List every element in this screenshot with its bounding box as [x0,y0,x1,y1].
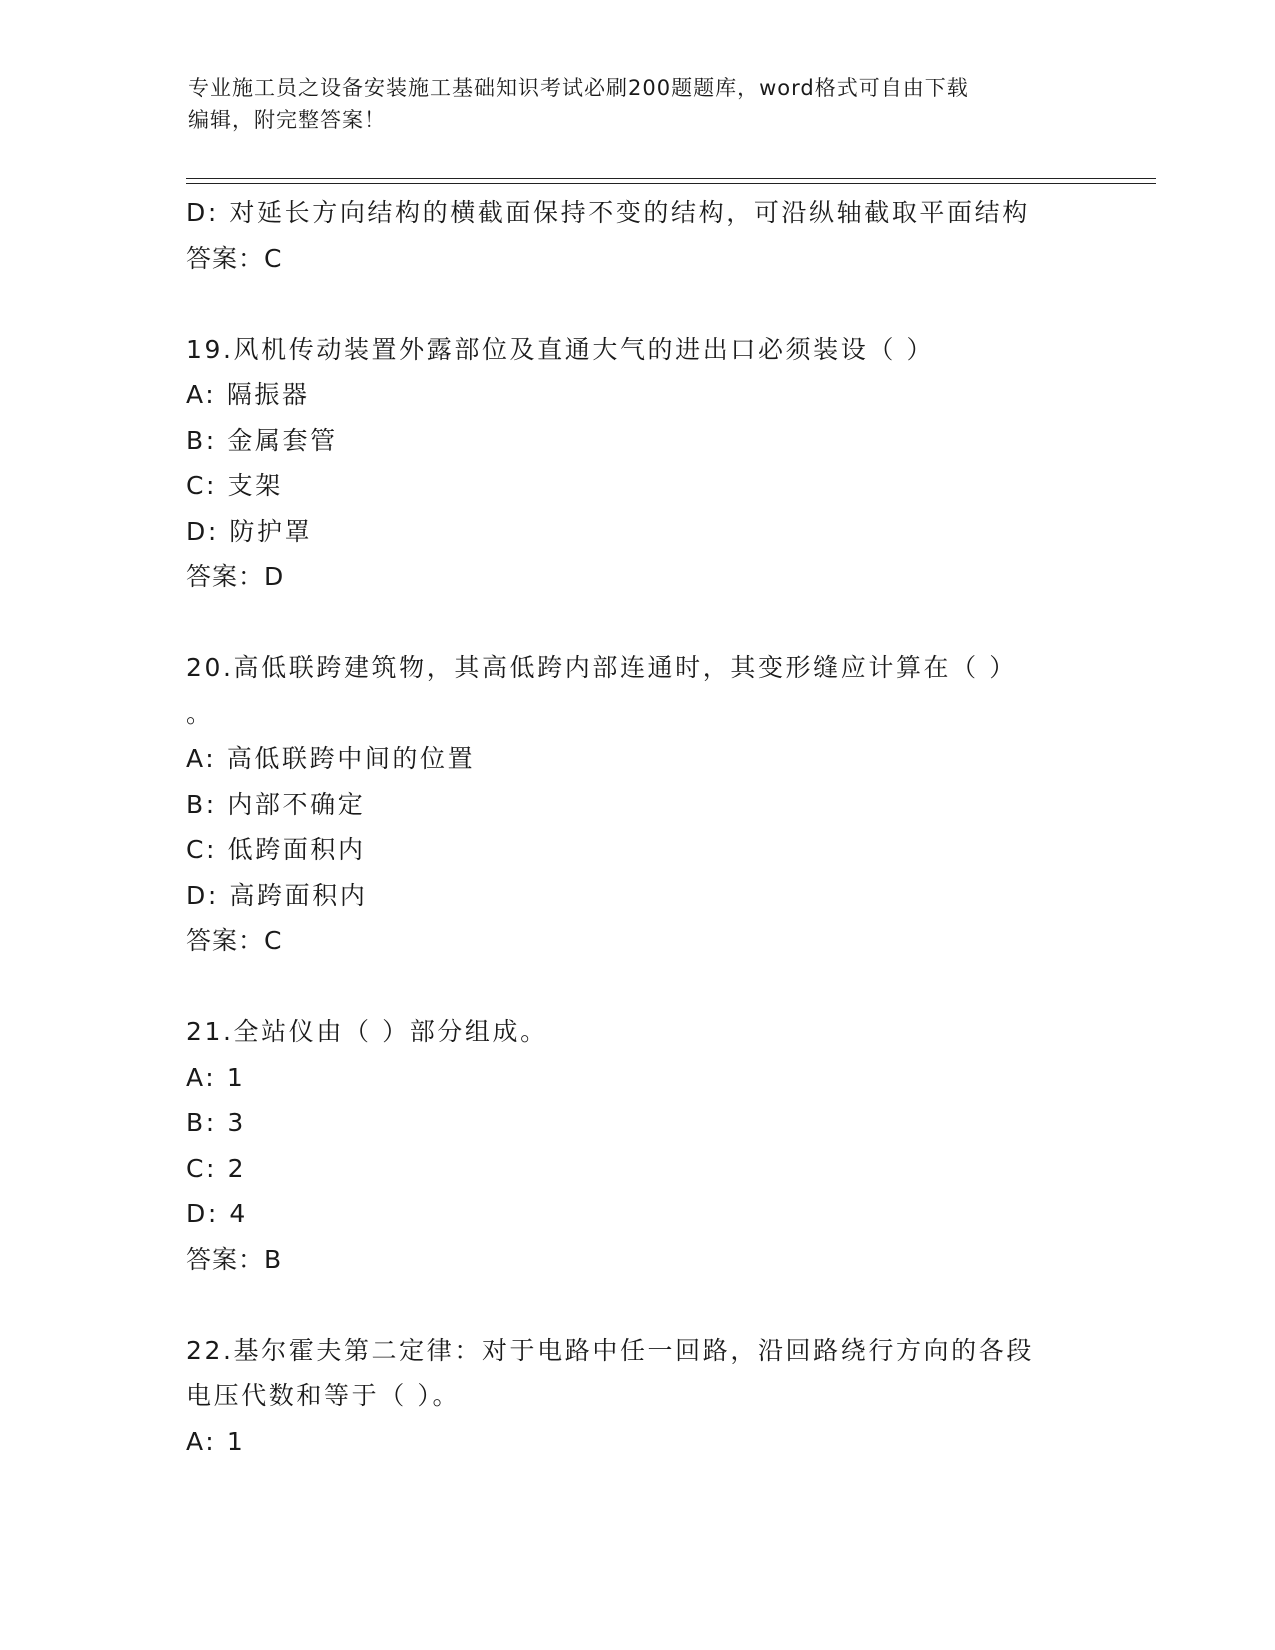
document-header [188,72,1088,136]
q19-option-a: A: 隔振器 [186,380,310,409]
spacer [186,964,1146,1010]
q21-stem: 21.全站仪由（ ）部分组成。 [186,1017,548,1046]
header-title-line-2: 编辑，附完整答案！ [188,108,386,132]
spacer [186,600,1146,646]
spacer [186,281,1146,327]
q19-answer: 答案：D [186,562,285,591]
q20-option-d: D: 高跨面积内 [186,880,368,910]
q21-option-a: A: 1 [186,1062,246,1092]
q22-option-a: A: 1 [186,1426,246,1456]
q18-option-d: D: 对延长方向结构的横截面保持不变的结构，可沿纵轴截取平面结构 [186,198,1030,227]
q19-option-c: C: 支架 [186,471,283,500]
q21-option-d: D: 4 [186,1199,248,1228]
q18-answer: 答案：C [186,243,283,273]
q21-option-b: B: 3 [186,1108,246,1137]
header-title-line-1: 专业施工员之设备安装施工基础知识考试必刷200题题库，word格式可自由下载 [188,76,969,100]
q20-option-b: B: 内部不确定 [186,789,366,819]
q19-option-b: B: 金属套管 [186,425,338,455]
q20-option-c: C: 低跨面积内 [186,835,366,864]
q20-option-a: A: 高低联跨中间的位置 [186,744,476,773]
q22-stem-continuation: 电压代数和等于（ ）。 [186,1381,461,1410]
q22-stem: 22.基尔霍夫第二定律：对于电路中任一回路，沿回路绕行方向的各段 [186,1335,1034,1365]
q20-stem: 20.高低联跨建筑物，其高低跨内部连通时，其变形缝应计算在（ ） [186,653,1017,682]
q21-option-c: C: 2 [186,1153,247,1183]
q20-answer: 答案：C [186,926,283,955]
spacer [186,1282,1146,1328]
q21-answer: 答案：B [186,1244,283,1274]
q20-stem-continuation: 。 [186,698,214,728]
q19-stem: 19.风机传动装置外露部位及直通大气的进出口必须装设（ ） [186,334,935,364]
question-list [186,190,1146,1464]
header-double-rule [186,178,1156,184]
q19-option-d: D: 防护罩 [186,516,313,546]
